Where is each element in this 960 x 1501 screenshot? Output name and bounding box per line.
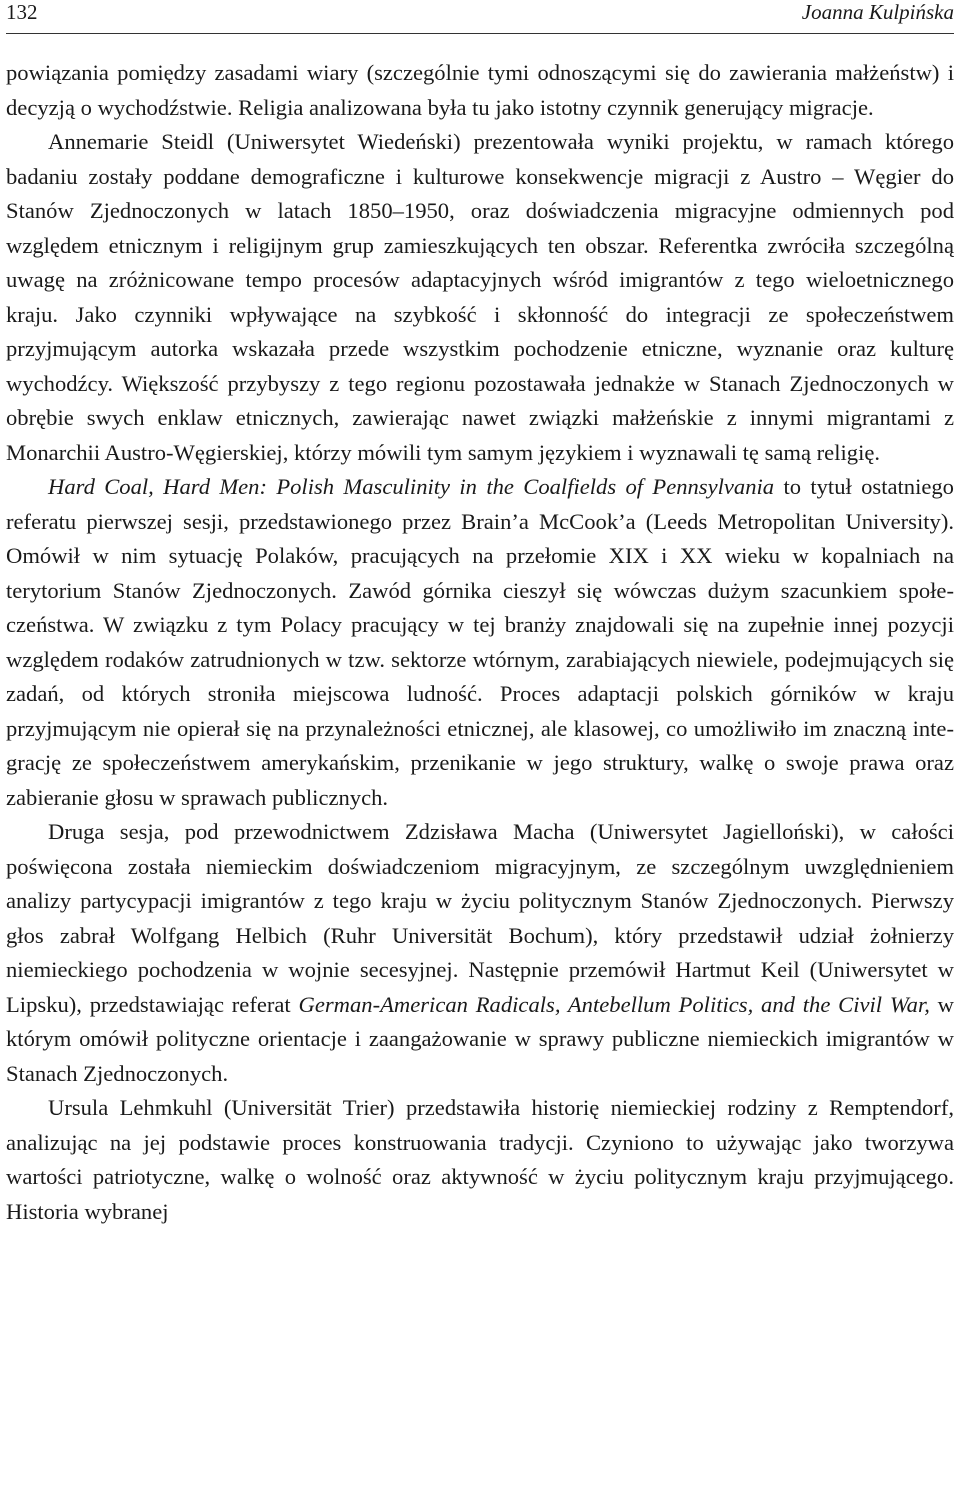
text-run: w którym omówił polityczne orientacje i zaangażowanie w sprawy publiczne niemieckich imigrantów w Stanach Zjednoczonych.	[6, 991, 954, 1086]
paragraph	[6, 1091, 954, 1229]
body-text	[6, 56, 954, 1229]
running-head	[6, 0, 954, 34]
paragraph	[6, 56, 954, 125]
text-run: Ursula Lehmkuhl (Universität Trier) przedstawiła historię niemieckiej rodziny z Remptendorf, analizując na jej podstawie proces konstruowania tradycji. Czyniono to używając jako tworzywa wartości patriotyczne, walkę o wolność oraz aktywność w życiu politycznym kraju przyjmującego. Historia wybranej	[6, 1095, 954, 1224]
text-run: to tytuł ostatniego referatu pierwszej sesji, przedstawionego przez Brain’a McCook’a (Leeds Metropolitan University). Omówił w nim sytuację Polaków, pracujących na przełomie XIX i XX wieku w kopalniach na terytorium Stanów Zjednoczonych. Zawód górnika cieszył się wówczas dużym szacunkiem społeczeństwa. W związku z tym Polacy pracujący w tej branży znajdowali się na zupełnie innej pozycji względem rodaków zatrudnionych w tzw. sektorze wtórnym, zarabiających niewiele, podejmujących się zadań, od których stroniła miejscowa ludność. Proces adaptacji polskich górników w kraju przyjmującym nie opierał się na przynależności etnicznej, ale klasowej, co umożliwiło im znaczną integrację ze społeczeństwem amerykańskim, przenikanie w jego struktury, walkę o swoje prawa oraz zabieranie głosu w sprawach publicznych.	[6, 474, 954, 810]
italic-run: German-American Radicals, Antebellum Politics, and the Civil War,	[298, 991, 930, 1017]
text-run: Annemarie Steidl (Uniwersytet Wiedeński) prezentowała wyniki projektu, w ramach którego badaniu zostały poddane demograficzne i kulturowe konsekwencje migracji z Austro – Węgier do Stanów Zjednoczonych w latach 1850–1950, oraz doświadczenia migracyjne odmiennych pod względem etnicznym i religijnym grup zamieszkujących ten obszar. Referentka zwróciła szczególną uwagę na zróżnicowane tempo procesów adaptacyjnych wśród imigrantów z tego wieloetnicznego kraju. Jako czynniki wpływające na szybkość i skłonność do integracji ze społeczeństwem przyjmującym autorka wskazała przede wszystkim pochodzenie etniczne, wyznanie oraz kulturę wychodźcy. Większość przybyszy z tego regionu pozostawała jednakże w Stanach Zjednoczonych w obrębie swych enklaw etnicznych, zawierając nawet związki małżeńskie z innymi migrantami z Monarchii Austro-Węgierskiej, którzy mówili tym samym językiem i wyznawali tę samą religię.	[6, 129, 954, 465]
page-number: 132	[6, 0, 38, 24]
paragraph	[6, 815, 954, 1091]
paragraph	[6, 125, 954, 470]
italic-run: Hard Coal, Hard Men: Polish Masculinity in the Coalfields of Pennsylvania	[48, 474, 775, 499]
text-run: powiązania pomiędzy zasadami wiary (szczególnie tymi odnoszącymi się do zawierania małżeństw) i decyzją o wychodźstwie. Religia analizowana była tu jako istotny czynnik generujący migracje.	[6, 60, 954, 120]
paragraph	[6, 470, 954, 815]
document-page	[6, 0, 954, 1501]
text-run: Druga sesja, pod przewodnictwem Zdzisława Macha (Uniwersytet Jagielloński), w całości poświęcona została niemieckim doświadczeniom migracyjnym, ze szczególnym uwzględnieniem analizy partycypacji imigrantów z tego kraju w życiu politycznym Stanów Zjednoczonych. Pierwszy głos zabrał Wolfgang Helbich (Ruhr Universität Bochum), który przedstawił udział żołnierzy niemieckiego pochodzenia w wojnie secesyjnej. Następnie przemówił Hartmut Keil (Uniwersytet w Lipsku), przedstawiając referat	[6, 819, 954, 1017]
author-name: Joanna Kulpińska	[801, 0, 954, 24]
